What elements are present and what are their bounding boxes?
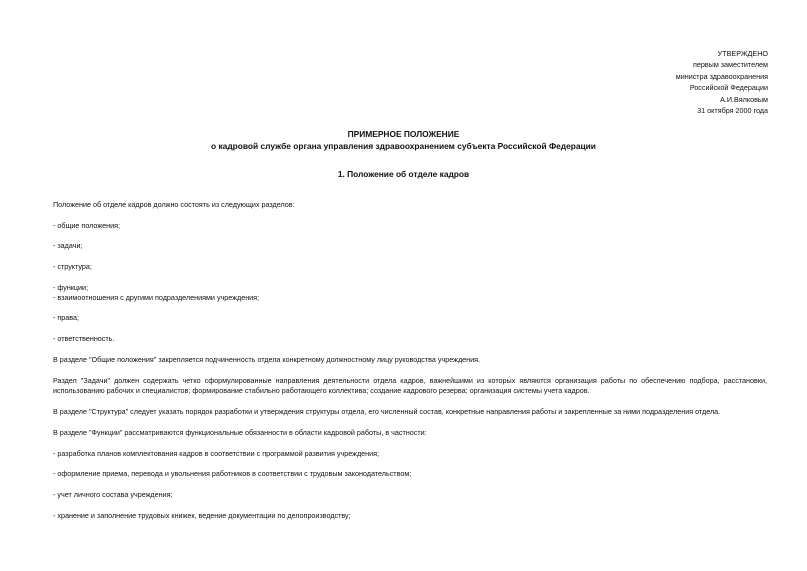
approval-line: министра здравоохранения	[675, 71, 768, 81]
function-item: - учет личного состава учреждения;	[53, 490, 173, 499]
paragraph-structure: В разделе "Структура" следует указать порядок разработки и утверждения структуры отдела, его численный состав, конкретные направления работы и закрепленные за ними подразделения отдела.	[53, 407, 721, 416]
document-title	[0, 128, 807, 153]
approval-date: 31 октября 2000 года	[697, 106, 768, 116]
list-item: - функции;	[53, 283, 89, 292]
function-item: - разработка планов комплектования кадров в соответствии с программой развития учреждения;	[53, 449, 380, 458]
paragraph-functions: В разделе "Функции" рассматриваются функциональные обязанности в области кадровой работы, в частности:	[53, 428, 427, 437]
list-item: - структура;	[53, 262, 92, 271]
list-item: - ответственность.	[53, 334, 115, 343]
list-item: - взаимоотношения с другими подразделениями учреждения;	[53, 293, 260, 302]
list-item: - общие положения;	[53, 221, 121, 230]
list-item: - задачи;	[53, 241, 83, 250]
intro-paragraph: Положение об отделе кадров должно состоять из следующих разделов:	[53, 200, 295, 209]
paragraph-general: В разделе "Общие положения" закрепляется подчиненность отдела конкретному должностному лицу руководства учреждения.	[53, 355, 481, 364]
approval-line: УТВЕРЖДЕНО	[717, 49, 768, 58]
paragraph-tasks: Раздел "Задачи" должен содержать четко сформулированные направления деятельности отдела кадров, важнейшими из которых являются организация работы по обеспечению подбора, расстановки, использованию рабочих и специалистов; формирование стабильно работающего коллектива; создание кадрового резерва; организация системы учета кадров.	[53, 376, 767, 395]
function-item: - хранение и заполнение трудовых книжек, ведение документации по делопроизводству;	[53, 511, 351, 520]
function-item: - оформление приема, перевода и увольнения работников в соответствии с трудовым законодательством;	[53, 469, 412, 478]
title-subtitle: о кадровой службе органа управления здравоохранением субъекта Российской Федерации	[211, 141, 596, 152]
list-item: - права;	[53, 313, 80, 322]
approval-line: А.И.Вялковым	[720, 94, 768, 104]
approval-line: Российской Федерации	[689, 83, 768, 93]
approval-stamp	[676, 48, 768, 116]
approval-line: первым заместителем	[692, 60, 768, 70]
section-heading: 1. Положение об отделе кадров	[337, 169, 470, 179]
title-main: ПРИМЕРНОЕ ПОЛОЖЕНИЕ	[347, 129, 460, 139]
